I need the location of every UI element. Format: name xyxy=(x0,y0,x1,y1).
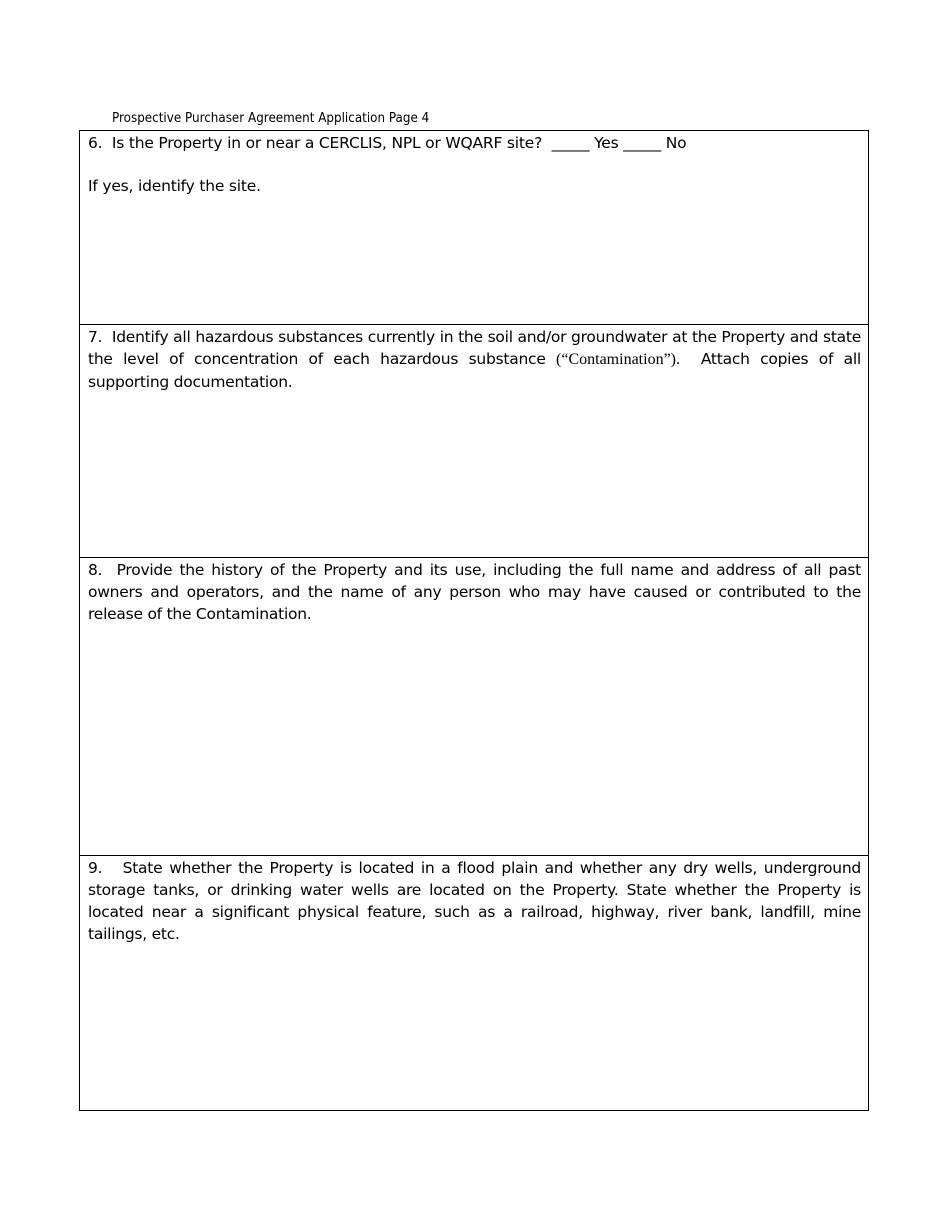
yes-blank[interactable]: _____ xyxy=(551,134,590,152)
yes-label: Yes xyxy=(594,134,619,152)
question-9-text xyxy=(88,857,861,945)
question-6-text xyxy=(88,132,861,154)
contamination-term: (“Contamination”). xyxy=(556,351,680,368)
question-8-section[interactable] xyxy=(80,558,868,856)
no-blank[interactable]: _____ xyxy=(623,134,662,152)
question-7-attach: Attach copies of all supporting documentation. xyxy=(88,350,861,391)
question-6-prompt: Is the Property in or near a CERCLIS, NPL or WQARF site? xyxy=(111,134,543,152)
question-6-number: 6. xyxy=(88,134,103,152)
question-9-body: State whether the Property is located in a flood plain and whether any dry wells, underground storage tanks, or drinking water wells are located on the Property. State whether the Property is located near a significant physical feature, such as a railroad, highway, river bank, landfill, mine tailings, etc. xyxy=(88,859,861,943)
no-label: No xyxy=(665,134,687,152)
question-9-section[interactable] xyxy=(80,856,868,1110)
question-8-text xyxy=(88,559,861,625)
question-9-number: 9. xyxy=(88,859,103,877)
question-7-body: Identify all hazardous substances currently in the soil and/or groundwater at the Property and state the level of concentration of each hazardous substance xyxy=(88,328,862,368)
question-7-number: 7. xyxy=(88,328,103,346)
question-7-text xyxy=(88,326,861,393)
page-header: Prospective Purchaser Agreement Application Page 4 xyxy=(112,111,430,126)
question-6-followup: If yes, identify the site. xyxy=(88,177,261,195)
question-6-section[interactable] xyxy=(80,131,868,325)
application-form-table xyxy=(79,130,869,1111)
question-7-section[interactable] xyxy=(80,325,868,558)
question-8-body: Provide the history of the Property and its use, including the full name and address of all past owners and operators, and the name of any person who may have caused or contributed to the release of the Contamination. xyxy=(88,561,862,623)
question-8-number: 8. xyxy=(88,561,103,579)
